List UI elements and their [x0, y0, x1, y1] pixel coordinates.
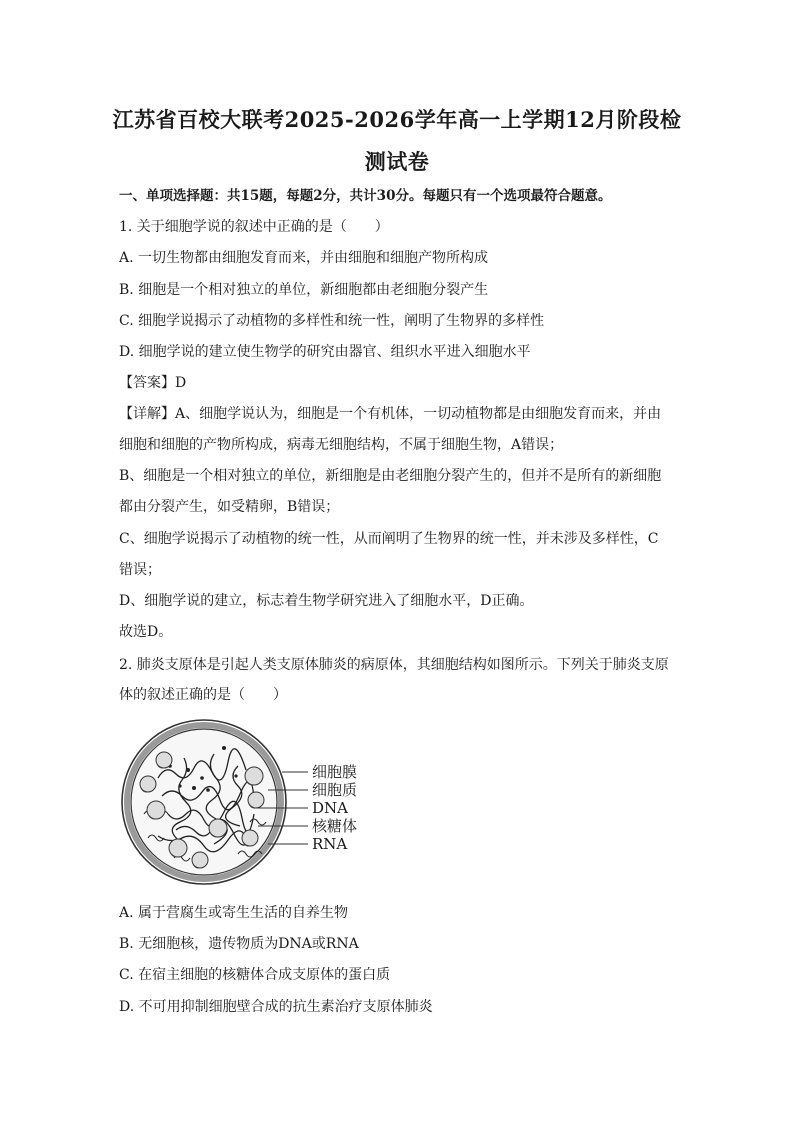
q1-option-c: C. 细胞学说揭示了动植物的多样性和统一性，阐明了生物界的多样性	[119, 313, 545, 329]
section-header: 一、单项选择题：共15题，每题2分，共计30分。每题只有一个选项最符合题意。	[119, 188, 612, 204]
q1-analysis-line: 【详解】A、细胞学说认为，细胞是一个有机体，一切动植物都是由细胞发育而来，并由	[119, 406, 662, 422]
q2-option-c: C. 在宿主细胞的核糖体合成支原体的蛋白质	[119, 967, 391, 983]
mycoplasma-cell-diagram	[118, 718, 378, 888]
label-rna: RNA	[312, 835, 348, 853]
q2-stem-line: 2. 肺炎支原体是引起人类支原体肺炎的病原体，其细胞结构如图所示。下列关于肺炎支原	[119, 657, 669, 673]
label-dna: DNA	[312, 799, 348, 817]
q1-analysis-line: 错误；	[119, 562, 161, 578]
label-cell-membrane: 细胞膜	[312, 763, 358, 781]
q1-option-d: D. 细胞学说的建立使生物学的研究由器官、组织水平进入细胞水平	[119, 344, 531, 360]
q1-analysis-line: 细胞和细胞的产物所构成，病毒无细胞结构，不属于细胞生物，A错误；	[119, 437, 564, 453]
q1-analysis-line: B、细胞是一个相对独立的单位，新细胞是由老细胞分裂产生的，但并不是所有的新细胞	[119, 468, 662, 484]
q1-analysis-line: 都由分裂产生，如受精卵，B错误；	[119, 499, 340, 515]
q2-option-d: D. 不可用抑制细胞壁合成的抗生素治疗支原体肺炎	[119, 999, 433, 1015]
label-ribosome: 核糖体	[312, 817, 358, 835]
exam-title-line-2: 测试卷	[364, 149, 430, 174]
q1-conclusion: 故选D。	[119, 624, 173, 640]
label-cytoplasm: 细胞质	[312, 781, 358, 799]
q2-stem-line: 体的叙述正确的是（ ）	[119, 687, 287, 703]
exam-title-line-1: 江苏省百校大联考2025-2026学年高一上学期12月阶段检	[112, 107, 682, 132]
q2-option-b: B. 无细胞核，遗传物质为DNA或RNA	[119, 936, 359, 952]
q1-analysis-line: D、细胞学说的建立，标志着生物学研究进入了细胞水平，D正确。	[119, 593, 534, 609]
q1-option-a: A. 一切生物都由细胞发育而来，并由细胞和细胞产物所构成	[119, 250, 489, 266]
q2-option-a: A. 属于营腐生或寄生生活的自养生物	[119, 905, 349, 921]
q1-option-b: B. 细胞是一个相对独立的单位，新细胞都由老细胞分裂产生	[119, 282, 489, 298]
q1-answer: 【答案】D	[119, 375, 187, 391]
q1-stem: 1. 关于细胞学说的叙述中正确的是（ ）	[119, 219, 389, 235]
q1-analysis-line: C、细胞学说揭示了动植物的统一性，从而阐明了生物界的统一性，并未涉及多样性，C	[119, 531, 659, 547]
